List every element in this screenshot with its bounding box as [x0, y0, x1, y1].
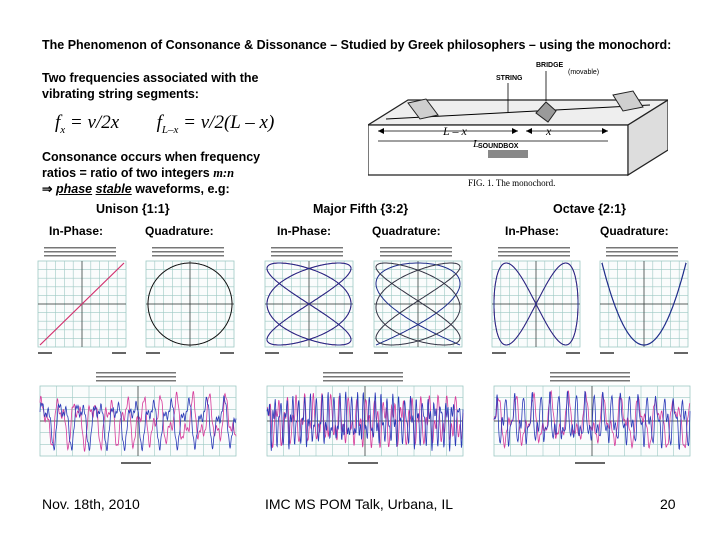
waveform-fifth: [253, 370, 468, 470]
length-label: L: [473, 138, 480, 150]
waveform-octave: [480, 370, 695, 470]
formula-right: $f_{L-x} = v/2(L - x)$: [156, 112, 275, 136]
slide-title: The Phenomenon of Consonance & Dissonance – Studied by Greek philosophers – using the monochord:: [42, 38, 672, 52]
waveform-unison: [26, 370, 241, 470]
page-number: 20: [660, 496, 676, 512]
consonance-text: [42, 149, 260, 197]
bridge-note: (movable): [568, 69, 600, 76]
unison-inphase-label: In-Phase:: [49, 224, 104, 238]
group-header-octave: Octave {2:1}: [553, 202, 626, 216]
lissajous-octave-quadrature: [592, 243, 694, 361]
lissajous-octave-inphase: [484, 243, 586, 361]
frequency-formula: [55, 112, 274, 136]
group-header-fifth: Major Fifth {3:2}: [313, 202, 409, 216]
octave-quadrature-label: Quadrature:: [600, 224, 669, 238]
string-label: STRING: [496, 75, 523, 82]
fifth-quadrature-label: Quadrature:: [372, 224, 441, 238]
monochord-illustration: [368, 55, 668, 220]
intro-line-2: vibrating string segments:: [42, 87, 199, 101]
group-header-unison: Unison {1:1}: [96, 202, 170, 216]
figure-caption: FIG. 1. The monochord.: [468, 178, 556, 188]
segment-left-label: L – x: [443, 124, 467, 138]
consonance-line-3: ⇒ phase stable waveforms, e.g:: [42, 182, 230, 196]
footer-talk: IMC MS POM Talk, Urbana, IL: [265, 496, 454, 512]
fifth-inphase-label: In-Phase:: [277, 224, 332, 238]
footer-date: Nov. 18th, 2010: [42, 496, 140, 512]
soundbox-label: SOUNDBOX: [478, 143, 519, 150]
intro-line-1: Two frequencies associated with the: [42, 71, 259, 85]
lissajous-fifth-quadrature: [366, 243, 468, 361]
lissajous-unison-inphase: [30, 243, 132, 361]
unison-quadrature-label: Quadrature:: [145, 224, 214, 238]
octave-inphase-label: In-Phase:: [505, 224, 560, 238]
segment-right-label: x: [546, 124, 552, 138]
consonance-line-2: ratios = ratio of two integers m:n: [42, 166, 235, 180]
intro-text: [42, 70, 259, 102]
lissajous-unison-quadrature: [138, 243, 240, 361]
lissajous-fifth-inphase: [257, 243, 359, 361]
formula-left: $f_x = v/2x$: [55, 112, 120, 136]
consonance-line-1: Consonance occurs when frequency: [42, 150, 261, 164]
bridge-label: BRIDGE: [536, 62, 564, 69]
